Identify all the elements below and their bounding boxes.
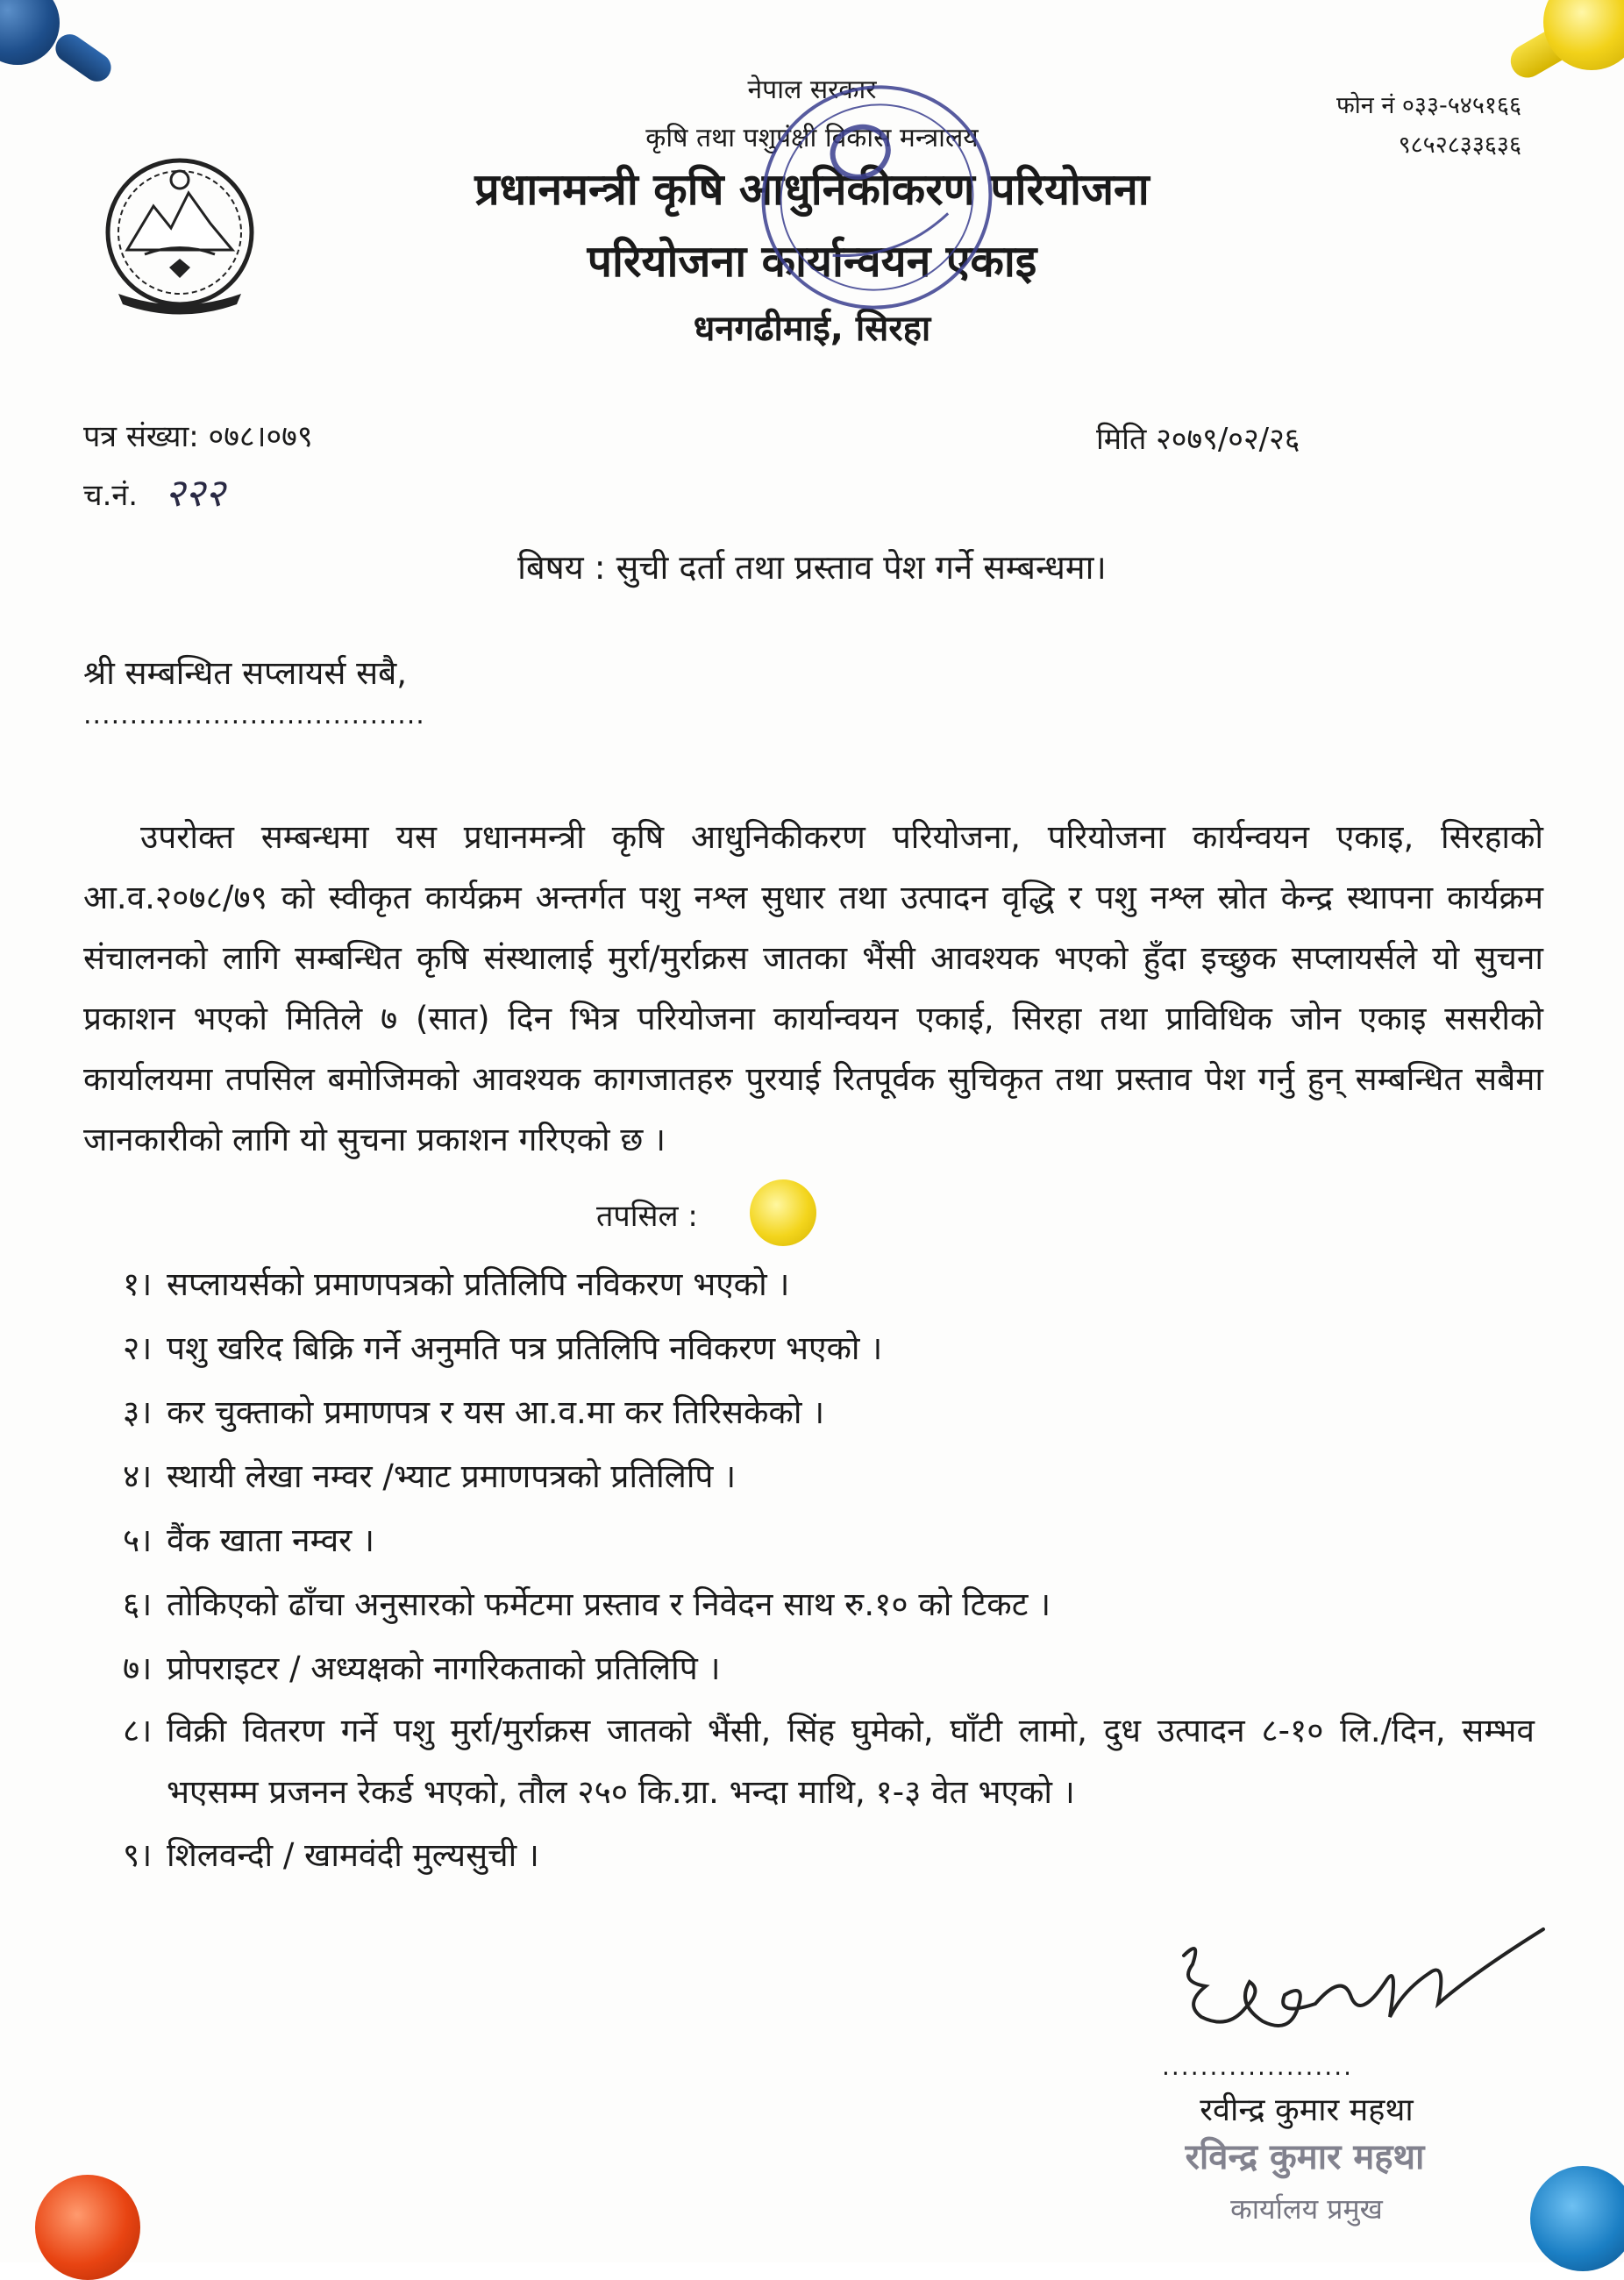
letter-body: उपरोक्त सम्बन्धमा यस प्रधानमन्त्री कृषि आधुनिकीकरण परियोजना, परियोजना कार्यन्वयन एकाइ, सिरहाको आ.व.२०७८/७९ को स्वीकृत कार्यक्रम अन्तर्गत पशु नश्ल सुधार तथा उत्पादन वृद्धि र पशु नश्ल स्रोत केन्द्र स्थापना कार्यक्रम संचालनको लागि सम्बन्धित कृषि संस्थालाई मुर्रा/मुर्राक्रस जातका भैंसी आवश्यक भएको हुँदा इच्छुक सप्लायर्सले यो सुचना प्रकाशन भएको मितिले ७ (सात) दिन भित्र परियोजना कार्यान्वयन एकाई, सिरहा तथा प्राविधिक जोन एकाइ ससरीको कार्यालयमा तपसिल बमोजिमको आवश्यक कागजातहरु पुरयाई रितपूर्वक सुचिकृत तथा प्रस्ताव पेश गर्नु हुन् सम्बन्धित सबैमा जानकारीको लागि यो सुचना प्रकाशन गरिएको छ । [83,818,1543,1158]
yellow-push-pin-icon [750,1179,816,1246]
tapasil-heading: तपसिल : [596,1199,698,1234]
dispatch-number-handwritten: २२२ [165,471,225,516]
list-item [123,1380,1543,1444]
list-item-number: २। [123,1329,153,1367]
addressee-dotted-line: ..................................... [83,700,425,730]
dispatch-label: च.नं. [83,478,139,513]
header-unit: परियोजना कार्यान्वयन एकाइ [587,236,1037,287]
list-item-number: ३। [123,1393,153,1431]
list-item [123,1444,1543,1508]
list-item-text: तोकिएको ढाँचा अनुसारको फर्मेटमा प्रस्ताव र निवेदन साथ रु.१० को टिकट । [167,1585,1051,1623]
list-item-text: प्रोपराइटर / अध्यक्षको नागरिकताको प्रतिलिपि । [167,1649,721,1687]
list-item-number: ६। [123,1585,153,1623]
blue-push-pin-icon [0,0,60,65]
list-item-text: पशु खरिद बिक्रि गर्ने अनुमति पत्र प्रतिलिपि नविकरण भएको । [167,1329,883,1367]
requirements-list [123,1252,1543,1887]
header-government: नेपाल सरकार [747,75,877,105]
blue-push-pin-icon [1530,2166,1624,2271]
list-item-text: सप्लायर्सको प्रमाणपत्रको प्रतिलिपि नविकरण भएको । [167,1265,790,1303]
list-item-text: विक्री वितरण गर्ने पशु मुर्रा/मुर्राक्रस जातको भैंसी, सिंह घुमेको, घाँटी लामो, दुध उत्पादन ८-१० लि./दिन, सम्भव भएसम्म प्रजनन रेकर्ड भएको, तौल २५० कि.ग्रा. भन्दा माथि, १-३ वेत भएको । [167,1712,1535,1811]
letter-subject: बिषय : सुची दर्ता तथा प्रस्ताव पेश गर्ने सम्बन्धमा। [517,548,1107,587]
signatory-stamp-name: रविन्द्र कुमार महथा [1185,2137,1425,2177]
addressee: श्री सम्बन्धित सप्लायर्स सबै, [83,654,408,692]
list-item-number: ८। [123,1712,153,1749]
list-item [123,1636,1543,1700]
list-item [123,1508,1543,1572]
list-item [123,1572,1543,1636]
list-item-number: १। [123,1265,153,1303]
list-item-text: शिलवन्दी / खामवंदी मुल्यसुची । [167,1836,539,1874]
signature-dotted-line: .................... [1162,2052,1354,2081]
list-item-number: ७। [123,1649,153,1687]
list-item [123,1252,1543,1316]
phone-number: फोन नं ०३३-५४५१६६ [1336,92,1521,119]
list-item [123,1316,1543,1380]
list-item-number: ५। [123,1521,153,1559]
letter-date: मिति २०७९/०२/२६ [1096,422,1300,457]
header-project: प्रधानमन्त्री कृषि आधुनिकीकरण परियोजना [474,164,1150,215]
letter-number: पत्र संख्या: ०७८।०७९ [83,419,313,454]
list-item-text: स्थायी लेखा नम्वर /भ्याट प्रमाणपत्रको प्रतिलिपि । [167,1457,737,1495]
header-ministry: कृषि तथा पशुपंक्षी विकास मन्त्रालय [645,123,979,153]
mobile-number: ९८५२८३३६३६ [1398,132,1521,159]
round-office-stamp-icon [693,53,1061,342]
list-item-number: ९। [123,1836,153,1874]
list-item-text: वैंक खाता नम्वर । [167,1521,375,1559]
header-location: धनगढीमाई, सिरहा [693,309,931,349]
red-push-pin-icon [35,2175,140,2280]
list-item-number: ४। [123,1457,153,1495]
handwritten-signature-icon [1166,1920,1552,2052]
list-item-text: कर चुक्ताको प्रमाणपत्र र यस आ.व.मा कर तिरिसकेको । [167,1393,825,1431]
signatory-title: कार्यालय प्रमुख [1230,2192,1383,2226]
signatory-name: रवीन्द्र कुमार महथा [1200,2092,1414,2128]
list-item [123,1700,1543,1823]
list-item [123,1823,1543,1887]
